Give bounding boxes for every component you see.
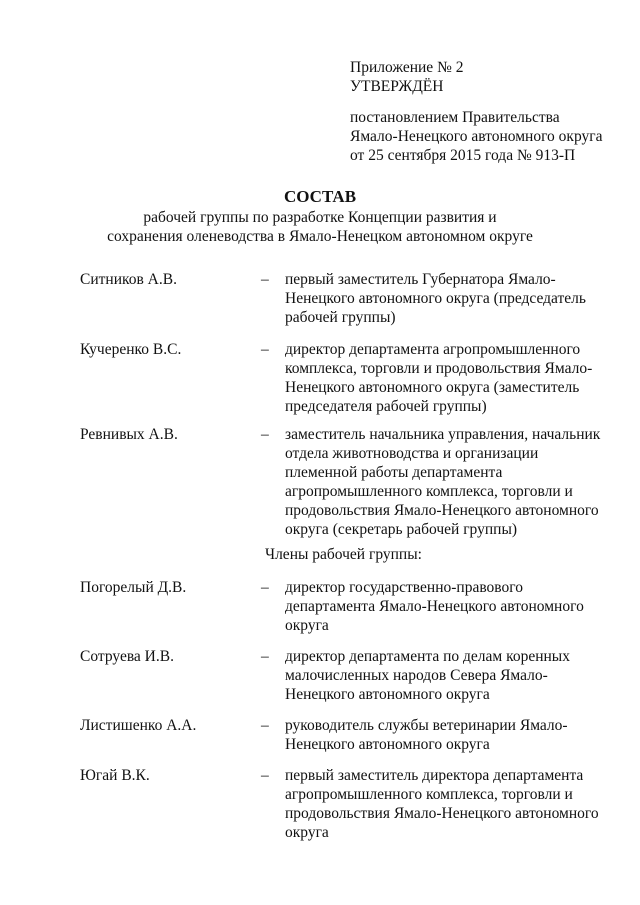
member-role [285,425,605,539]
role-line: округа [285,824,329,841]
role-line: округа (секретарь рабочей группы) [285,521,518,538]
approved-label: УТВЕРЖДЁН [350,78,444,95]
role-line: отдела животноводства и организации [285,445,539,462]
member-role [285,716,605,754]
member-role [285,647,605,704]
role-line: племенной работы департамента [285,464,503,481]
role-line: округа [285,617,329,634]
role-line: Ненецкого автономного округа (заместитель [285,379,580,396]
approval-stamp [350,58,602,165]
member-name: Погорелый Д.В. [80,579,187,596]
members-heading: Члены рабочей группы: [265,546,422,563]
role-line: малочисленных народов Севера Ямало- [285,667,548,684]
role-line: департамента Ямало-Ненецкого автономного [285,598,584,615]
role-line: Ненецкого автономного округа (председатель [285,290,586,307]
member-role [285,578,605,635]
dash-separator: – [261,579,269,596]
document-title: СОСТАВ [283,187,357,206]
role-line: директор департамента по делам коренных [285,648,570,665]
dash-separator: – [261,717,269,734]
role-line: продовольствия Ямало-Ненецкого автономного [285,502,599,519]
dash-separator: – [261,341,269,358]
decree-reference [350,108,602,165]
role-line: председателя рабочей группы) [285,398,487,415]
member-name: Сотруева И.В. [80,648,174,665]
role-line: агропромышленного комплекса, торговли и [285,786,573,803]
role-line: руководитель службы ветеринарии Ямало- [285,717,568,734]
role-line: Ненецкого автономного округа [285,686,490,703]
member-role [285,766,605,842]
member-name: Листишенко А.А. [80,717,197,734]
role-line: комплекса, торговли и продовольствия Ямало- [285,360,593,377]
appendix-number: Приложение № 2 [350,59,464,76]
title-block [0,186,640,246]
role-line: Ненецкого автономного округа [285,736,490,753]
role-line: первый заместитель Губернатора Ямало- [285,271,556,288]
dash-separator: – [261,426,269,443]
dash-separator: – [261,271,269,288]
member-name: Ситников А.В. [80,271,177,288]
member-name: Кучеренко В.С. [80,341,182,358]
role-line: директор департамента агропромышленного [285,341,581,358]
document-subtitle-line: рабочей группы по разработке Концепции развития и [143,209,497,226]
decree-line: постановлением Правительства [350,109,560,126]
dash-separator: – [261,648,269,665]
role-line: агропромышленного комплекса, торговли и [285,483,573,500]
role-line: первый заместитель директора департамента [285,767,584,784]
dash-separator: – [261,767,269,784]
member-name: Ревнивых А.В. [80,426,178,443]
member-role [285,270,605,327]
decree-line: от 25 сентября 2015 года № 913-П [350,147,576,164]
role-line: директор государственно-правового [285,579,523,596]
role-line: рабочей группы) [285,309,396,326]
member-role [285,340,605,416]
document-subtitle-line: сохранения оленеводства в Ямало-Ненецком автономном округе [107,228,533,245]
member-name: Югай В.К. [80,767,150,784]
role-line: продовольствия Ямало-Ненецкого автономного [285,805,599,822]
role-line: заместитель начальника управления, начальник [285,426,601,443]
decree-line: Ямало-Ненецкого автономного округа [350,128,603,145]
